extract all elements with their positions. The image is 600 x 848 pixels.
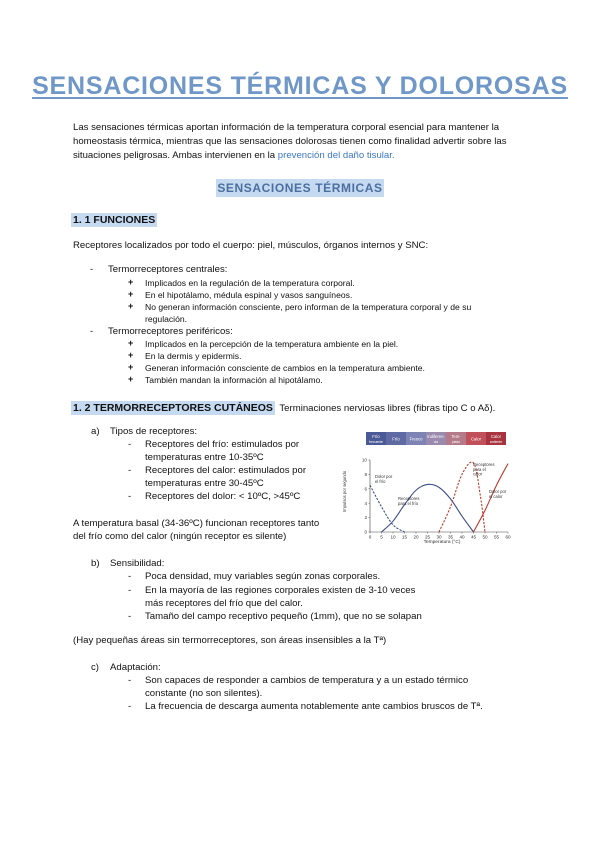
plus-bullet: + xyxy=(128,338,134,348)
annotation-receptores-frio: Receptores xyxy=(398,496,420,501)
dash-bullet: - xyxy=(90,326,94,337)
centrales-item: Implicados en la regulación de la temperatura corporal. xyxy=(145,278,355,288)
dash-bullet: - xyxy=(90,264,94,275)
x-tick-label: 25 xyxy=(424,534,431,540)
plus-bullet: + xyxy=(128,362,134,372)
tipos-line: Receptores del dolor: < 10ºC, >45ºC xyxy=(145,491,301,502)
x-tick-label: 50 xyxy=(482,534,488,540)
dash-bullet: - xyxy=(128,675,132,686)
x-tick-label: 35 xyxy=(447,534,454,540)
perifericos-label: Termorreceptores periféricos: xyxy=(108,326,233,337)
plus-bullet: + xyxy=(128,277,134,287)
perifericos-item: Implicados en la percepción de la temperatura ambiente en la piel. xyxy=(145,339,399,349)
basal-line: A temperatura basal (34-36ºC) funcionan receptores tanto xyxy=(73,518,320,529)
plus-bullet: + xyxy=(128,374,134,384)
temperature-sensation-bar xyxy=(366,432,506,445)
centrales-item: En el hipotálamo, médula espinal y vasos sanguíneos. xyxy=(145,290,353,300)
x-tick-label: 40 xyxy=(459,534,465,540)
y-tick-label: 8 xyxy=(364,472,367,477)
annotation-receptores-calor: para el xyxy=(473,466,486,472)
x-tick-label: 10 xyxy=(390,534,396,540)
annotation-dolor-calor: Dolor por xyxy=(489,489,507,494)
perifericos-item: También mandan la información al hipotálamo. xyxy=(145,375,323,385)
sensation-bar-label: Indiferen- xyxy=(427,434,445,439)
sensation-bar-label: Fresco xyxy=(409,436,423,442)
series-line-1 xyxy=(370,485,405,532)
sensation-bar-label: Frío xyxy=(392,436,400,442)
annotation-receptores-calor: Receptores xyxy=(473,462,495,467)
sensation-bar-sublabel: frecuente xyxy=(368,440,384,444)
page-title: SENSACIONES TÉRMICAS Y DOLOROSAS xyxy=(32,72,568,100)
dash-bullet: - xyxy=(128,571,132,582)
chart-y-label: Impulsos por segundo xyxy=(342,470,347,512)
perifericos-item: En la dermis y epidermis. xyxy=(145,351,242,361)
centrales-item: No generan información consciente, pero informan de la temperatura corporal y de su xyxy=(145,302,472,312)
adaptacion-line: La frecuencia de descarga aumenta notablemente ante cambios bruscos de Tª. xyxy=(145,701,483,712)
annotation-receptores-calor: calor xyxy=(473,471,483,477)
dash-bullet: - xyxy=(128,611,132,622)
series-line-2 xyxy=(382,484,474,532)
y-tick-label: 6 xyxy=(364,486,367,492)
sensibilidad-line: más receptores del frío que del calor. xyxy=(145,598,303,609)
y-tick-label: 4 xyxy=(364,500,367,506)
sensation-bar-label: Tem- xyxy=(451,434,461,439)
tipos-label: Tipos de receptores: xyxy=(110,426,198,437)
intro-paragraph xyxy=(73,121,533,163)
termorreceptores-heading-row xyxy=(71,398,495,416)
plus-bullet: + xyxy=(128,350,134,360)
tipos-line: temperaturas entre 10-35ºC xyxy=(145,452,264,463)
temperature-receptor-figure xyxy=(338,430,520,548)
adaptacion-label: Adaptación: xyxy=(110,662,161,673)
funciones-lead: Receptores localizados por todo el cuerpo: piel, músculos, órganos internos y SNC: xyxy=(73,240,429,251)
x-tick-label: 30 xyxy=(436,534,442,540)
annotation-receptores-frio: para el frío xyxy=(398,500,419,506)
sensation-bar-label: Frío xyxy=(372,434,380,439)
x-tick-label: 5 xyxy=(380,534,383,540)
adaptacion-line: Son capaces de responder a cambios de temperatura y a un estado térmico xyxy=(145,675,469,686)
dash-bullet: - xyxy=(128,439,132,450)
section-title: SENSACIONES TÉRMICAS xyxy=(217,181,383,195)
sensibilidad-line: Tamaño del campo receptivo pequeño (1mm), que no se solapan xyxy=(145,611,422,622)
list-marker-c: c) xyxy=(91,662,99,673)
y-tick-label: 10 xyxy=(361,457,367,463)
list-marker-a: a) xyxy=(91,426,100,437)
x-tick-label: 55 xyxy=(493,534,500,540)
sensibilidad-label: Sensibilidad: xyxy=(110,558,165,569)
plus-bullet: + xyxy=(128,289,134,299)
sensation-bar-label: Calor xyxy=(490,434,502,439)
dash-bullet: - xyxy=(128,585,132,596)
adaptacion-line: constante (no son silentes). xyxy=(145,688,263,699)
intro-highlight: prevención del daño tisular. xyxy=(277,150,395,161)
dash-bullet: - xyxy=(128,701,132,712)
x-tick-label: 15 xyxy=(401,534,408,540)
sensibilidad-line: Poca densidad, muy variables según zonas corporales. xyxy=(145,571,381,582)
plus-bullet: + xyxy=(128,301,134,311)
x-tick-label: 0 xyxy=(368,534,372,540)
sensation-bar-sublabel: ardiente xyxy=(489,440,503,444)
tipos-line: temperaturas entre 30-45ºC xyxy=(145,478,264,489)
y-tick-label: 0 xyxy=(364,529,367,535)
list-marker-b: b) xyxy=(91,558,100,569)
sensation-bar-label: Calor xyxy=(470,436,482,442)
x-tick-label: 20 xyxy=(413,534,419,540)
sensibilidad-line: En la mayoría de las regiones corporales existen de 3-10 veces xyxy=(145,585,416,596)
termorreceptores-heading-tail: Terminaciones nerviosas libres (fibras tipo C o Aδ). xyxy=(279,403,496,414)
tipos-line: Receptores del frío: estimulados por xyxy=(145,439,300,450)
sensation-bar-sublabel: cia xyxy=(433,440,439,444)
annotation-dolor-frio: Dolor por xyxy=(375,474,393,479)
chart-series xyxy=(370,462,508,532)
termorreceptores-heading: 1. 2 TERMORRECEPTORES CUTÁNEOS xyxy=(73,402,273,414)
x-tick-label: 60 xyxy=(505,534,511,540)
y-tick-label: 2 xyxy=(364,515,367,521)
x-tick-label: 45 xyxy=(470,534,477,540)
chart-annotations xyxy=(375,462,507,506)
centrales-label: Termorreceptores centrales: xyxy=(108,264,228,275)
dash-bullet: - xyxy=(128,491,132,502)
sensibilidad-note: (Hay pequeñas áreas sin termorreceptores, son áreas insensibles a la Tª) xyxy=(73,635,387,646)
intro-text: Las sensaciones térmicas aportan información de la temperatura corporal esencial para mantener la homeostasis térmica, mientras que las sensaciones dolorosas tienen como finalidad advertir sobre las situaciones peligrosas. Ambas intervienen en la xyxy=(73,122,507,161)
basal-line: del frío como del calor (ningún receptor es silente) xyxy=(73,531,287,542)
perifericos-item: Generan información consciente de cambios en la temperatura ambiente. xyxy=(145,363,425,373)
funciones-heading: 1. 1 FUNCIONES xyxy=(73,214,156,226)
sensation-bar-sublabel: plado xyxy=(451,440,461,444)
centrales-item: regulación. xyxy=(145,314,188,324)
chart-x-label: Temperatura (°C) xyxy=(423,540,461,545)
annotation-dolor-frio: el frío xyxy=(375,478,386,484)
tipos-line: Receptores del calor: estimulados por xyxy=(145,465,307,476)
dash-bullet: - xyxy=(128,465,132,476)
annotation-dolor-calor: el calor xyxy=(489,493,503,499)
